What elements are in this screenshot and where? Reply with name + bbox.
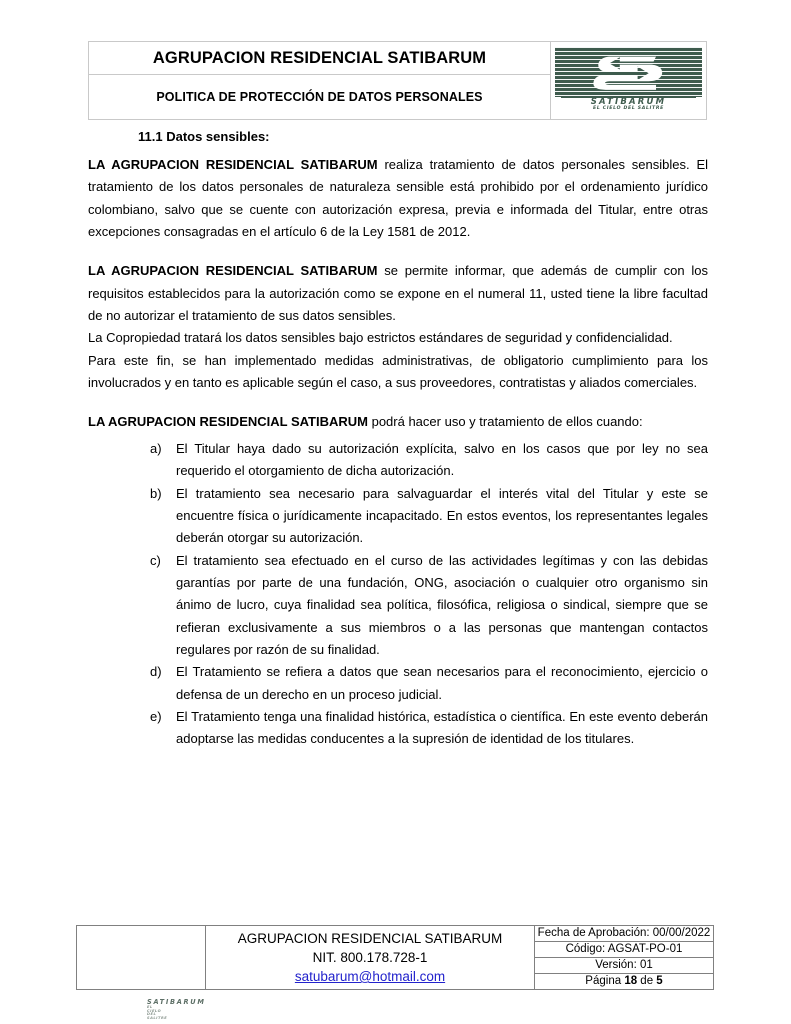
list-item-text: El Tratamiento se refiera a datos que sean necesarios para el reconocimiento, ejercicio o defensa de un derecho en un proceso judicial. [176, 664, 708, 702]
paragraph-2 [88, 260, 708, 327]
footer-org-name: AGRUPACION RESIDENCIAL SATIBARUM [237, 930, 503, 946]
logo-s-glyph [567, 50, 690, 93]
paragraph-1-bold: LA AGRUPACION RESIDENCIAL SATIBARUM [88, 156, 378, 172]
document-footer [76, 925, 714, 1020]
list-item-marker: e) [150, 709, 162, 725]
document-header [88, 41, 707, 120]
list-item [150, 483, 708, 550]
paragraph-1-text: realiza tratamiento de datos personales sensibles. El tratamiento de los datos personales de naturaleza sensible está prohibido por el ordenamiento jurídico colombiano, salvo que se cuente con autorización expresa, previa e informada del Titular, entre otras excepciones consagradas en el artículo 6 de la Ley 1581 de 2012. [88, 156, 708, 239]
paragraph-5-text: podrá hacer uso y tratamiento de ellos cuando: [367, 414, 643, 430]
page-current: 18 [624, 975, 638, 988]
footer-code: Código: AGSAT-PO-01 [535, 942, 713, 958]
page-prefix: Página [585, 975, 625, 988]
logo-tagline: EL CIELO DEL SALITRE [593, 106, 664, 111]
logo-caption [559, 98, 698, 112]
paragraph-4: Para este fin, se han implementado medidas administrativas, de obligatorio cumplimiento para los involucrados y en tanto es aplicable según el caso, a sus proveedores, contratistas y aliados comerciales. [88, 352, 708, 391]
footer-version: Versión: 01 [535, 958, 713, 974]
page-subtitle: POLITICA DE PROTECCIÓN DE DATOS PERSONALES [156, 90, 483, 104]
list-item [150, 438, 708, 483]
page-total: 5 [656, 975, 663, 988]
footer-page-number [535, 974, 713, 990]
header-title-cell [89, 42, 551, 75]
header-subtitle-cell [89, 75, 551, 120]
section-heading: 11.1 Datos sensibles: [138, 129, 270, 144]
footer-org-cell [206, 926, 535, 990]
logo-green-panel [555, 47, 702, 97]
logo-name: SATIBARUM [590, 96, 667, 107]
paragraph-5-bold: LA AGRUPACION RESIDENCIAL SATIBARUM [88, 414, 368, 430]
paragraph-1 [88, 154, 708, 243]
list-item [150, 706, 708, 751]
list-item-marker: c) [150, 552, 161, 568]
list-item-text: El Titular haya dado su autorización explícita, salvo en los casos que por ley no sea requerido el otorgamiento de dicha autorización. [176, 440, 708, 479]
footer-meta-cell [535, 926, 714, 990]
footer-email-row [206, 967, 534, 986]
paragraph-3: La Copropiedad tratará los datos sensibles bajo estrictos estándares de seguridad y confidencialidad. [88, 330, 673, 346]
header-logo-cell [551, 42, 707, 120]
list-item-marker: a) [150, 440, 162, 456]
list-item-text: El Tratamiento tenga una finalidad histórica, estadística o científica. En este evento deberán adoptarse las medidas conducentes a la supresión de identidad de los titulares. [176, 709, 708, 747]
footer-nit: NIT. 800.178.728-1 [312, 949, 428, 965]
list-item [150, 550, 708, 662]
list-item-text: El tratamiento sea necesario para salvaguardar el interés vital del Titular y este se encuentre física o jurídicamente incapacitado. En estos eventos, los representantes legales deberán otorgar su autorización. [176, 485, 708, 546]
list-item-marker: d) [150, 664, 162, 680]
conditions-list [88, 438, 708, 751]
document-body [88, 128, 708, 751]
paragraph-2-text: se permite informar, que además de cumplir con los requisitos establecidos para la autorización como se expone en el numeral 11, usted tiene la libre facultad de no autorizar el tratamiento de sus datos sensibles. [88, 263, 709, 323]
footer-meta-table [535, 926, 713, 989]
satibarum-logo [551, 45, 706, 117]
footer-approval-date: Fecha de Aprobación: 00/00/2022 [535, 926, 713, 942]
page-of: de [637, 975, 657, 988]
footer-logo-cell: SATIBARUM EL CIELO DEL SALITRE [77, 926, 206, 990]
list-item-marker: b) [150, 485, 162, 501]
paragraph-2-bold: LA AGRUPACION RESIDENCIAL SATIBARUM [88, 263, 378, 279]
list-item-text: El tratamiento sea efectuado en el curso de las actividades legítimas y con las debidas garantías por parte de una fundación, ONG, asociación o cualquier otro organismo sin ánimo de lucro, cuya finalidad sea política, filosófica, religiosa o sindical, siempre que se refieran exclusivamente a sus miembros o a las personas que mantengan contactos regulares por razón de su finalidad. [176, 552, 708, 658]
paragraph-5 [88, 411, 708, 433]
page-title: AGRUPACION RESIDENCIAL SATIBARUM [152, 48, 487, 67]
footer-email-link[interactable]: satubarum@hotmail.com [294, 969, 446, 985]
list-item [150, 661, 708, 706]
